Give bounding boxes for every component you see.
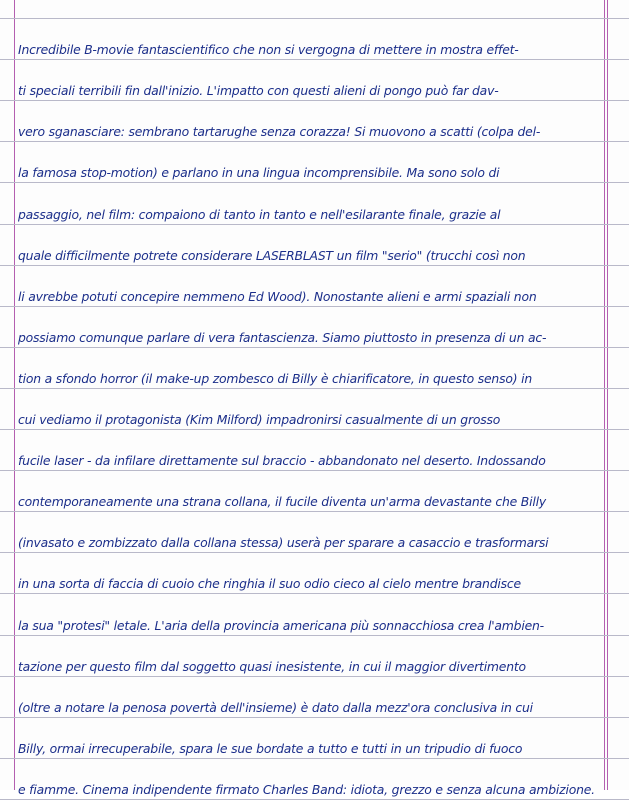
text-line: e fiamme. Cinema indipendente firmato Charles Band: idiota, grezzo e senza alcuna ambizione. [18, 782, 595, 797]
text-line: Billy, ormai irrecuperabile, spara le sue bordate a tutto e tutti in un tripudio di fuoco [18, 741, 523, 756]
text-line: vero sganasciare: sembrano tartarughe senza corazza! Si muovono a scatti (colpa del- [18, 124, 541, 139]
text-line: passaggio, nel film: compaiono di tanto in tanto e nell'esilarante finale, grazie al [18, 207, 501, 222]
text-line: tion a sfondo horror (il make-up zombesco di Billy è chiarificatore, in questo senso) in [18, 371, 532, 386]
text-line: (invasato e zombizzato dalla collana stessa) userà per sparare a casaccio e trasformarsi [18, 535, 549, 550]
right-margin-line-2 [607, 0, 608, 790]
text-line: in una sorta di faccia di cuoio che ringhia il suo odio cieco al cielo mentre brandisce [18, 576, 521, 591]
ruled-line [0, 18, 629, 19]
text-line: (oltre a notare la penosa povertà dell'insieme) è dato dalla mezz'ora conclusiva in cui [18, 700, 533, 715]
text-line: la sua "protesi" letale. L'aria della provincia americana più sonnacchiosa crea l'ambien- [18, 618, 544, 633]
left-margin-line [14, 0, 15, 790]
text-line: fucile laser - da infilare direttamente sul braccio - abbandonato nel deserto. Indossando [18, 453, 546, 468]
text-line: quale difficilmente potrete considerare LASERBLAST un film "serio" (trucchi così non [18, 248, 526, 263]
right-margin-line [604, 0, 605, 790]
text-line: Incredibile B-movie fantascientifico che non si vergogna di mettere in mostra effet- [18, 42, 519, 57]
text-line: tazione per questo film dal soggetto quasi inesistente, in cui il maggior divertimento [18, 659, 526, 674]
text-line: cui vediamo il protagonista (Kim Milford) impadronirsi casualmente di un grosso [18, 412, 501, 427]
text-line: ti speciali terribili fin dall'inizio. L'impatto con questi alieni di pongo può far dav- [18, 83, 499, 98]
text-line: li avrebbe potuti concepire nemmeno Ed Wood). Nonostante alieni e armi spaziali non [18, 289, 537, 304]
text-line: la famosa stop-motion) e parlano in una lingua incomprensibile. Ma sono solo di [18, 165, 500, 180]
text-line: contemporaneamente una strana collana, il fucile diventa un'arma devastante che Billy [18, 494, 546, 509]
text-line: possiamo comunque parlare di vera fantascienza. Siamo piuttosto in presenza di un ac- [18, 330, 547, 345]
